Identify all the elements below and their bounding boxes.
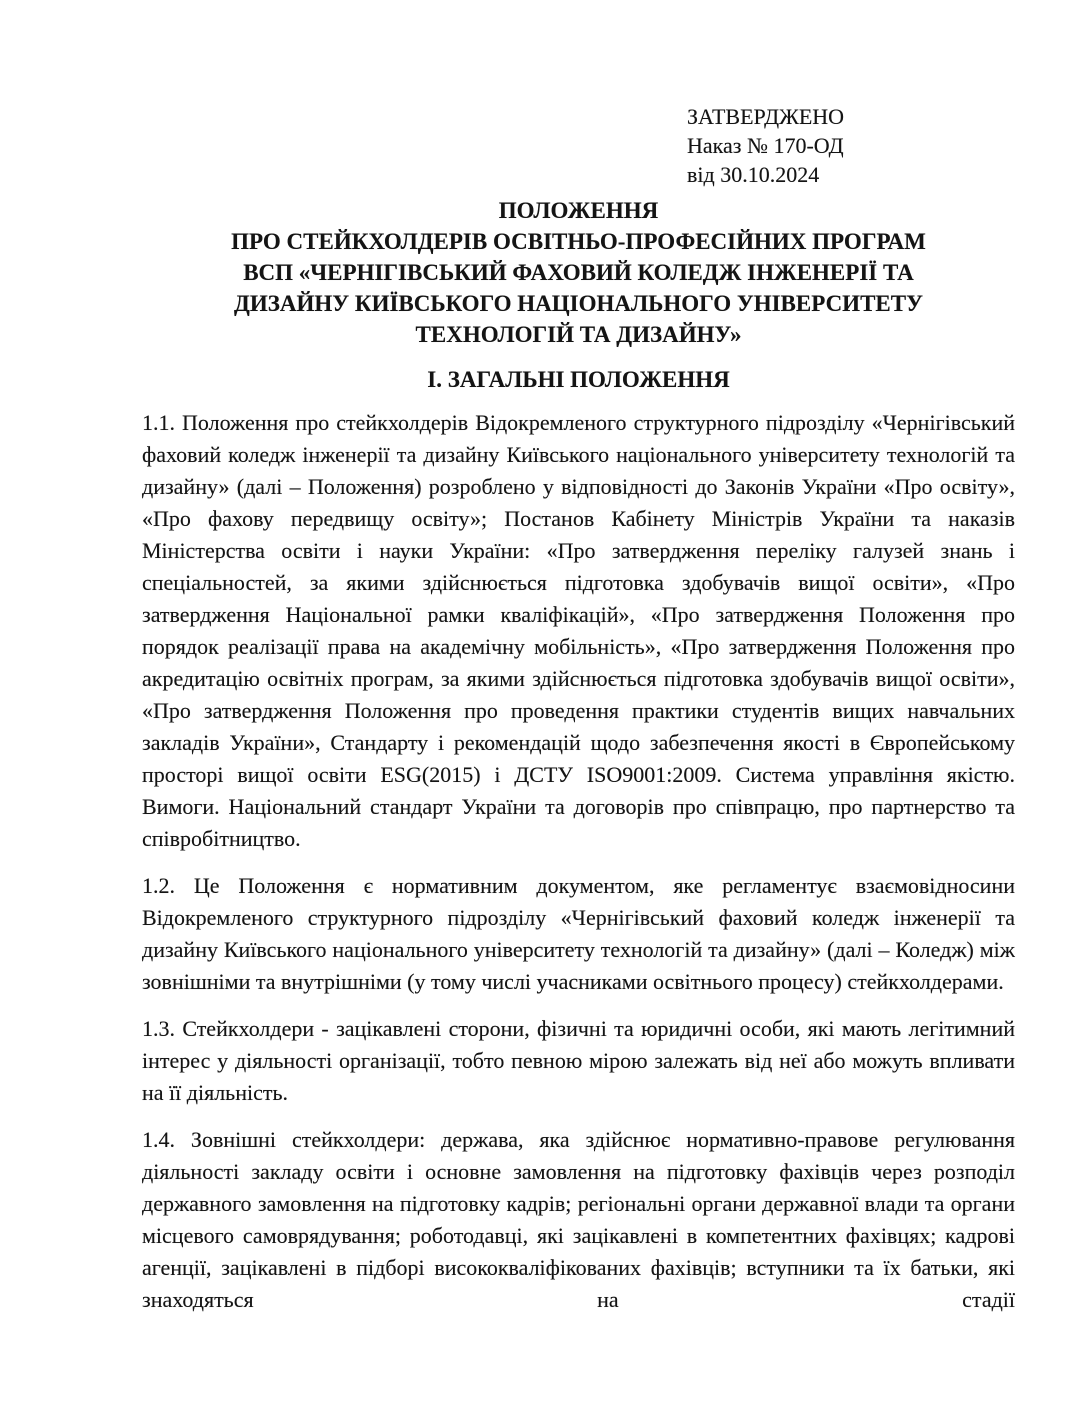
approval-order-date: від 30.10.2024 [687,162,820,187]
document-title [142,195,1015,350]
document-content [142,102,1015,1316]
approval-stamp-label: ЗАТВЕРДЖЕНО [687,104,845,129]
title-line-1: ПОЛОЖЕННЯ [498,198,659,223]
title-line-5: ТЕХНОЛОГІЙ ТА ДИЗАЙНУ» [415,322,742,347]
approval-block [687,102,1015,189]
paragraph-1-2: 1.2. Це Положення є нормативним документом, яке регламентує взаємовідносини Відокремленого структурного підрозділу «Чернігівський фаховий коледж інженерії та дизайну Київського національного університету технологій та дизайну» (далі – Коледж) між зовнішніми та внутрішніми (у тому числі учасниками освітнього процесу) стейкхолдерами. [142,873,1015,994]
approval-order-number: Наказ № 170-ОД [687,133,844,158]
paragraph-1-1: 1.1. Положення про стейкхолдерів Відокремленого структурного підрозділу «Чернігівський фаховий коледж інженерії та дизайну Київського національного університету технологій та дизайну» (далі – Положення) розроблено у відповідності до Законів України «Про освіту», «Про фахову передвищу освіту»; Постанов Кабінету Міністрів України та наказів Міністерства освіти і науки України: «Про затвердження переліку галузей знань і спеціальностей, за якими здійснюється підготовка здобувачів вищої освіти», «Про затвердження Національної рамки кваліфікацій», «Про затвердження Положення про порядок реалізації права на академічну мобільність», «Про затвердження Положення про акредитацію освітніх програм, за якими здійснюється підготовка здобувачів вищої освіти», «Про затвердження Положення про проведення практики студентів вищих навчальних закладів України», Стандарту і рекомендацій щодо забезпечення якості в Європейському просторі вищої освіти ESG(2015) і ДСТУ ISO9001:2009. Система управління якістю. Вимоги. Національний стандарт України та договорів про співпрацю, про партнерство та співробітництво. [142,410,1015,851]
paragraph-1-4: 1.4. Зовнішні стейкхолдери: держава, яка здійснює нормативно-правове регулювання діяльності закладу освіти і основне замовлення на підготовку фахівців через розподіл державного замовлення на підготовку кадрів; регіональні органи державної влади та органи місцевого самоврядування; роботодавці, які зацікавлені в компетентних фахівцях; кадрові агенції, зацікавлені в підборі висококваліфікованих фахівців; вступники та їх батьки, які знаходяться на стадії [142,1127,1015,1312]
title-line-4: ДИЗАЙНУ КИЇВСЬКОГО НАЦІОНАЛЬНОГО УНІВЕРСИТЕТУ [234,291,923,316]
paragraph-1-3: 1.3. Стейкхолдери - зацікавлені сторони, фізичні та юридичні особи, які мають легітимний інтерес у діяльності організації, тобто певною мірою залежать від неї або можуть впливати на її діяльність. [142,1016,1015,1105]
section-heading-general-provisions: І. ЗАГАЛЬНІ ПОЛОЖЕННЯ [427,367,730,392]
title-line-3: ВСП «ЧЕРНІГІВСЬКИЙ ФАХОВИЙ КОЛЕДЖ ІНЖЕНЕРІЇ ТА [243,260,914,285]
title-line-2: ПРО СТЕЙКХОЛДЕРІВ ОСВІТНЬО-ПРОФЕСІЙНИХ ПРОГРАМ [231,229,926,254]
